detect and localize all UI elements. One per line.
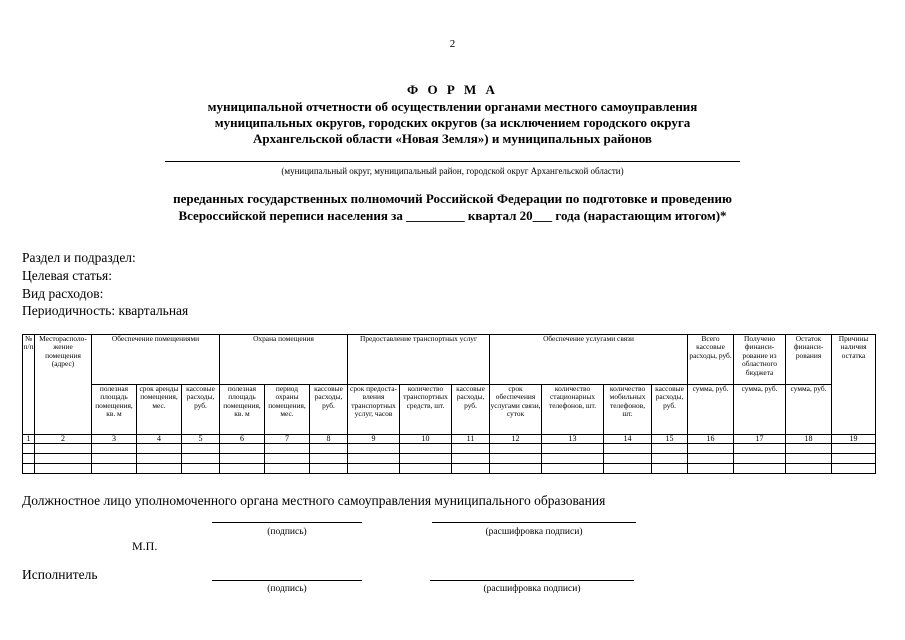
- cell[interactable]: [348, 454, 400, 464]
- header-financing-received: Получено финанси-рование из областного бюджета: [734, 335, 786, 385]
- header-communication: Обеспечение услугами связи: [490, 335, 688, 385]
- cell[interactable]: [92, 464, 137, 474]
- official-decoding-line[interactable]: [432, 522, 636, 523]
- subheader-11: кассовые расходы, руб.: [452, 385, 490, 435]
- cell[interactable]: [220, 444, 265, 454]
- cell[interactable]: [92, 444, 137, 454]
- purpose-line-1: переданных государственных полномочий Российской Федерации по подготовке и проведению: [173, 191, 732, 206]
- subheader-17: сумма, руб.: [734, 385, 786, 435]
- column-number-17: 17: [734, 435, 786, 444]
- report-table: [22, 334, 876, 474]
- cell[interactable]: [832, 464, 876, 474]
- municipality-caption: (муниципальный округ, муниципальный район, городской округ Архангельской области): [281, 166, 624, 176]
- stamp-label: М.П.: [132, 539, 158, 553]
- cell[interactable]: [688, 444, 734, 454]
- header-premises: Обеспечение помещениями: [92, 335, 220, 385]
- cell[interactable]: [832, 444, 876, 454]
- cell[interactable]: [310, 444, 348, 454]
- cell[interactable]: [786, 444, 832, 454]
- official-decoding-caption: (расшифровка подписи): [485, 527, 583, 537]
- cell[interactable]: [542, 464, 604, 474]
- official-signature-line[interactable]: [212, 522, 362, 523]
- header-number: № п/п: [23, 335, 35, 435]
- subheader-16: сумма, руб.: [688, 385, 734, 435]
- subheader-9: срок предоста-вления транспортных услуг, часов: [348, 385, 400, 435]
- column-number-16: 16: [688, 435, 734, 444]
- cell[interactable]: [452, 454, 490, 464]
- column-number-15: 15: [652, 435, 688, 444]
- cell[interactable]: [734, 464, 786, 474]
- official-signature-caption: (подпись): [267, 527, 307, 537]
- subheader-8: кассовые расходы, руб.: [310, 385, 348, 435]
- subtitle-line-1: муниципальной отчетности об осуществлении органами местного самоуправления: [207, 99, 698, 114]
- executor-label: Исполнитель: [22, 567, 98, 582]
- cell[interactable]: [652, 444, 688, 454]
- subtitle-line-2: муниципальных округов, городских округов (за исключением городского округа: [214, 115, 691, 130]
- table-row: [23, 454, 876, 464]
- column-number-19: 19: [832, 435, 876, 444]
- cell[interactable]: [137, 444, 182, 454]
- column-number-7: 7: [265, 435, 310, 444]
- cell[interactable]: [490, 454, 542, 464]
- column-number-4: 4: [137, 435, 182, 444]
- cell[interactable]: [348, 444, 400, 454]
- subheader-6: полезная площадь помещения, кв. м: [220, 385, 265, 435]
- cell[interactable]: [23, 444, 35, 454]
- subheader-18: сумма, руб.: [786, 385, 832, 435]
- subheader-12: срок обеспечения услугами связи, суток: [490, 385, 542, 435]
- cell[interactable]: [92, 454, 137, 464]
- cell[interactable]: [220, 454, 265, 464]
- cell[interactable]: [786, 454, 832, 464]
- expense-type-label: Вид расходов:: [22, 286, 104, 301]
- form-title: Ф О Р М А: [407, 82, 498, 97]
- column-number-row: [23, 435, 876, 444]
- cell[interactable]: [542, 444, 604, 454]
- cell[interactable]: [182, 444, 220, 454]
- cell[interactable]: [490, 444, 542, 454]
- cell[interactable]: [23, 454, 35, 464]
- cell[interactable]: [35, 454, 92, 464]
- executor-decoding-line[interactable]: [430, 580, 634, 581]
- page-number: 2: [449, 38, 456, 50]
- table-row: [23, 444, 876, 454]
- column-number-6: 6: [220, 435, 265, 444]
- column-number-8: 8: [310, 435, 348, 444]
- cell[interactable]: [348, 464, 400, 474]
- subheader-14: количество мобильных телефонов, шт.: [604, 385, 652, 435]
- header-transport: Предоставление транспортных услуг: [348, 335, 490, 385]
- cell[interactable]: [652, 464, 688, 474]
- subheader-3: полезная площадь помещения, кв. м: [92, 385, 137, 435]
- cell[interactable]: [137, 454, 182, 464]
- column-number-10: 10: [400, 435, 452, 444]
- column-number-13: 13: [542, 435, 604, 444]
- periodicity-label: Периодичность: квартальная: [22, 303, 189, 318]
- cell[interactable]: [652, 454, 688, 464]
- cell[interactable]: [35, 464, 92, 474]
- subheader-10: количество транспортных средств, шт.: [400, 385, 452, 435]
- cell[interactable]: [400, 444, 452, 454]
- header-balance-reasons: Причины наличия остатка: [832, 335, 876, 435]
- cell[interactable]: [35, 444, 92, 454]
- header-location: Месторасполо-жение помещения (адрес): [35, 335, 92, 435]
- table-row: [23, 464, 876, 474]
- column-number-18: 18: [786, 435, 832, 444]
- cell[interactable]: [265, 444, 310, 454]
- cell[interactable]: [734, 454, 786, 464]
- cell[interactable]: [452, 444, 490, 454]
- cell[interactable]: [832, 454, 876, 464]
- cell[interactable]: [688, 454, 734, 464]
- cell[interactable]: [220, 464, 265, 474]
- cell[interactable]: [688, 464, 734, 474]
- subheader-13: количество стационарных телефонов, шт.: [542, 385, 604, 435]
- column-number-12: 12: [490, 435, 542, 444]
- cell[interactable]: [452, 464, 490, 474]
- cell[interactable]: [400, 454, 452, 464]
- header-total-expenses: Всего кассовые расходы, руб.: [688, 335, 734, 385]
- cell[interactable]: [310, 454, 348, 464]
- section-label: Раздел и подраздел:: [22, 250, 136, 265]
- purpose-line-2: Всероссийской переписи населения за _________ квартал 20___ года (нарастающим итогом)*: [178, 208, 727, 223]
- subtitle-line-3: Архангельской области «Новая Земля») и муниципальных районов: [253, 131, 652, 146]
- subheader-15: кассовые расходы, руб.: [652, 385, 688, 435]
- municipality-fill-line: [165, 161, 740, 162]
- column-number-11: 11: [452, 435, 490, 444]
- cell[interactable]: [604, 454, 652, 464]
- executor-decoding-caption: (расшифровка подписи): [483, 584, 581, 594]
- column-number-14: 14: [604, 435, 652, 444]
- column-number-9: 9: [348, 435, 400, 444]
- header-financing-balance: Остаток финанси-рования: [786, 335, 832, 385]
- cell[interactable]: [542, 454, 604, 464]
- column-number-3: 3: [92, 435, 137, 444]
- executor-signature-caption: (подпись): [267, 584, 307, 594]
- cell[interactable]: [604, 444, 652, 454]
- cell[interactable]: [137, 464, 182, 474]
- cell[interactable]: [400, 464, 452, 474]
- cell[interactable]: [182, 454, 220, 464]
- cell[interactable]: [265, 454, 310, 464]
- subheader-7: период охраны помещения, мес.: [265, 385, 310, 435]
- cell[interactable]: [786, 464, 832, 474]
- subheader-5: кассовые расходы, руб.: [182, 385, 220, 435]
- cell[interactable]: [310, 464, 348, 474]
- column-number-2: 2: [35, 435, 92, 444]
- target-article-label: Целевая статья:: [22, 268, 112, 283]
- cell[interactable]: [734, 444, 786, 454]
- header-security: Охрана помещения: [220, 335, 348, 385]
- cell[interactable]: [182, 464, 220, 474]
- cell[interactable]: [265, 464, 310, 474]
- cell[interactable]: [490, 464, 542, 474]
- cell[interactable]: [23, 464, 35, 474]
- column-number-5: 5: [182, 435, 220, 444]
- cell[interactable]: [604, 464, 652, 474]
- official-label: Должностное лицо уполномоченного органа местного самоуправления муниципального образования: [22, 493, 606, 508]
- subheader-4: срок аренды помещения, мес.: [137, 385, 182, 435]
- executor-signature-line[interactable]: [212, 580, 362, 581]
- column-number-1: 1: [23, 435, 35, 444]
